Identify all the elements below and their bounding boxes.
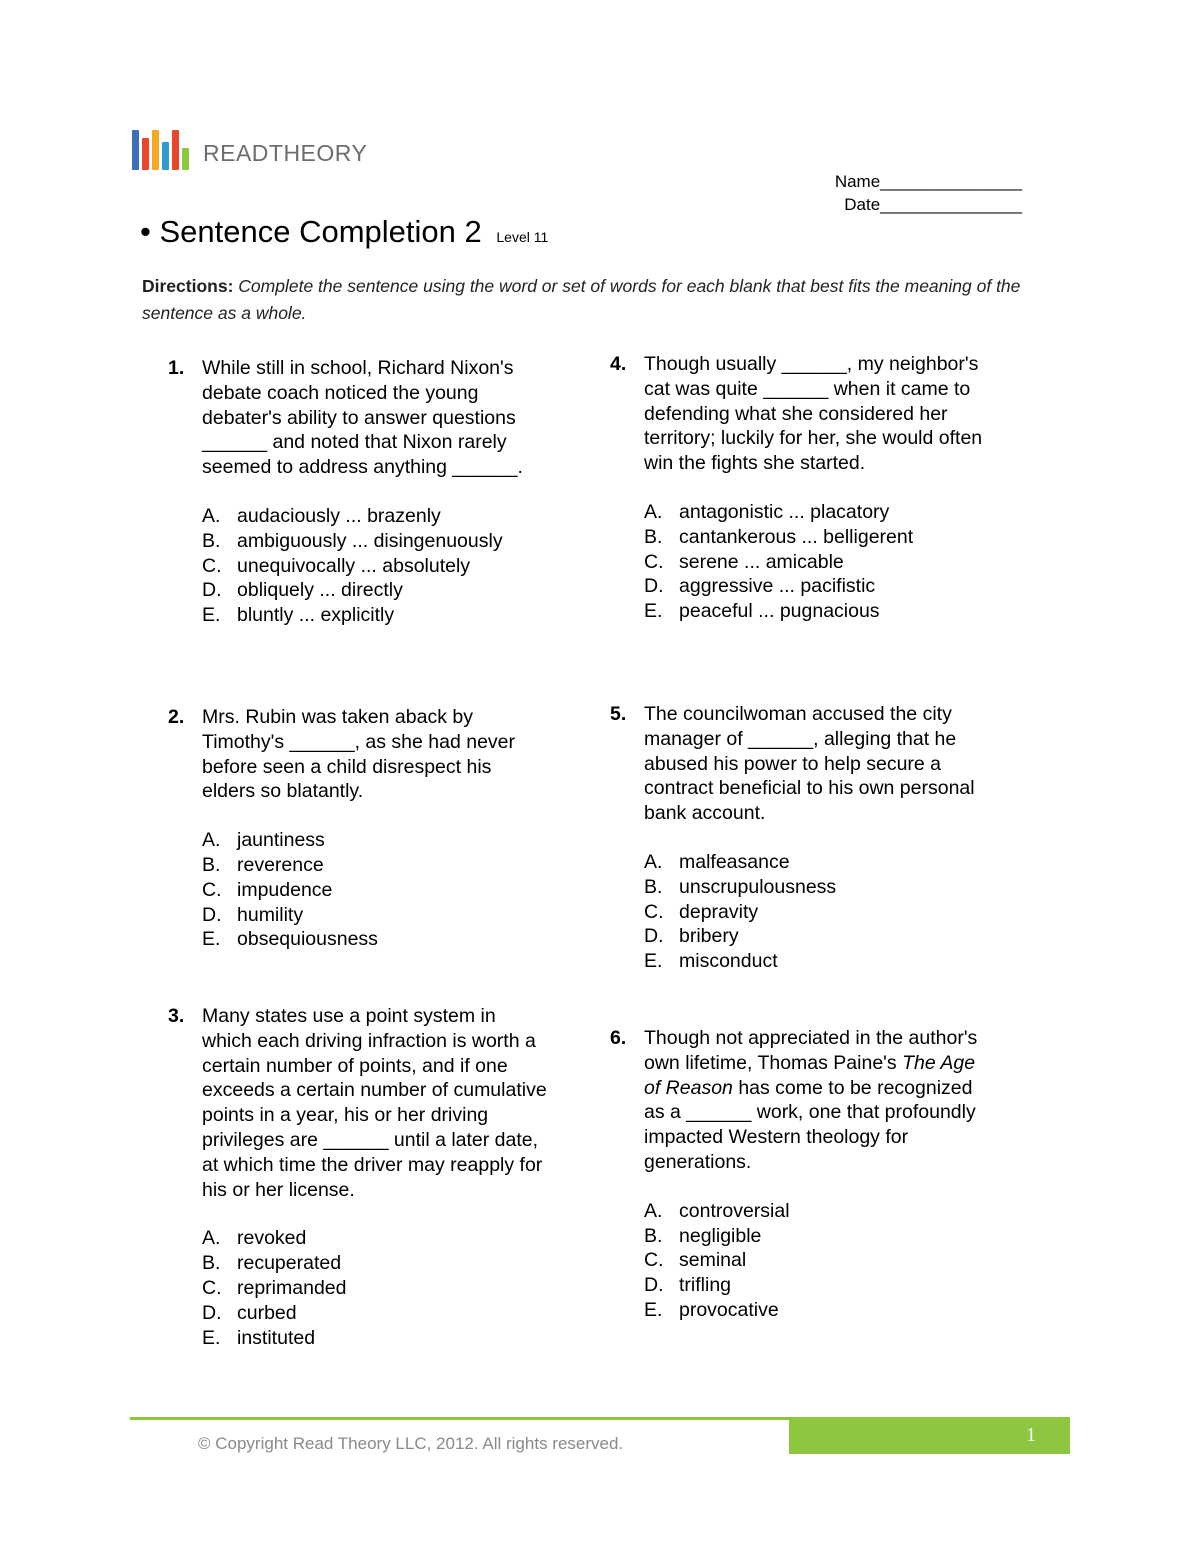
option-a[interactable]: A. jauntiness [202,829,325,852]
title-text: Sentence Completion 2 [159,214,482,249]
option-e[interactable]: E. peaceful ... pugnacious [644,600,880,623]
option-b[interactable]: B. negligible [644,1224,762,1247]
question-text: Though usually ______, my neighbor's cat was quite ______ when it came to defending what she considered her territory; luckily for her, she would often win the fights she started. [644,353,983,475]
level-label: Level 11 [496,229,549,245]
question-text: Though not appreciated in the author's own lifetime, Thomas Paine's The Age of Reason has come to be recognized as a ______ work, one that profoundly impacted Western theology for generations. [644,1027,978,1173]
page-number-box [789,1420,1070,1454]
title-bullet: • [140,214,151,249]
answer-options [202,1226,547,1350]
option-e[interactable]: E. obsequiousness [202,928,378,951]
answer-options [644,500,994,624]
question-text: While still in school, Richard Nixon's debate coach noticed the young debater's ability to answer questions ______ and noted that Nixon rarely seemed to address anything ______. [202,357,523,479]
option-a[interactable]: A. controversial [644,1199,790,1222]
option-d[interactable]: D. humility [202,903,304,926]
option-b[interactable]: B. reverence [202,853,324,876]
answer-options [202,828,532,952]
option-a[interactable]: A. malfeasance [644,850,790,873]
option-d[interactable]: D. curbed [202,1301,297,1324]
directions [142,273,1022,327]
copyright-text: © Copyright Read Theory LLC, 2012. All rights reserved. [198,1434,624,1453]
option-c[interactable]: C. reprimanded [202,1276,347,1299]
answer-options [644,1199,979,1323]
option-b[interactable]: B. unscrupulousness [644,875,837,898]
option-a[interactable]: A. antagonistic ... placatory [644,500,890,523]
option-d[interactable]: D. trifling [644,1274,732,1297]
option-c[interactable]: C. serene ... amicable [644,550,844,573]
question-text: Many states use a point system in which each driving infraction is worth a certain number of points, and if one exceeds a certain number of cumulative points in a year, his or her driving privileges are ______ until a later date, at which time the driver may reapply for his or her license. [202,1005,547,1201]
answer-options [202,504,547,628]
question-number: 3. [168,1005,185,1027]
option-c[interactable]: C. unequivocally ... absolutely [202,554,471,577]
option-d[interactable]: D. obliquely ... directly [202,579,403,602]
option-e[interactable]: E. bluntly ... explicitly [202,604,395,627]
readtheory-logo [132,126,367,170]
name-date-fields [835,170,1022,216]
books-logo-icon [132,128,189,170]
question-number: 1. [168,357,185,379]
option-a[interactable]: A. revoked [202,1227,307,1250]
option-d[interactable]: D. aggressive ... pacifistic [644,575,876,598]
page-title [140,214,548,250]
option-b[interactable]: B. ambiguously ... disingenuously [202,529,503,552]
option-b[interactable]: B. recuperated [202,1252,342,1275]
answer-options [644,850,979,974]
directions-text: Complete the sentence using the word or set of words for each blank that best fits the meaning of the sentence as a whole. [142,276,1021,323]
option-c[interactable]: C. seminal [644,1249,747,1272]
option-d[interactable]: D. bribery [644,925,739,948]
option-e[interactable]: E. misconduct [644,950,778,973]
name-field[interactable]: Name_______________ [834,172,1022,191]
question-number: 5. [610,703,627,725]
date-field[interactable]: Date_______________ [844,195,1022,214]
question-number: 4. [610,353,627,375]
option-e[interactable]: E. instituted [202,1326,316,1349]
option-a[interactable]: A. audaciously ... brazenly [202,504,441,527]
question-number: 6. [610,1027,627,1049]
option-b[interactable]: B. cantankerous ... belligerent [644,525,914,548]
question-number: 2. [168,706,185,728]
directions-label: Directions: [142,276,234,296]
question-text: The councilwoman accused the city manager of ______, alleging that he abused his power to help secure a contract beneficial to his own personal bank account. [644,703,975,825]
book-title: The Age of Reason [644,1051,976,1099]
option-c[interactable]: C. depravity [644,900,759,923]
option-c[interactable]: C. impudence [202,878,333,901]
option-e[interactable]: E. provocative [644,1298,779,1321]
question-text: Mrs. Rubin was taken aback by Timothy's ______, as she had never before seen a child disrespect his elders so blatantly. [202,706,516,803]
brand-name: READTHEORY [203,140,368,166]
page-number: 1 [1026,1424,1036,1446]
